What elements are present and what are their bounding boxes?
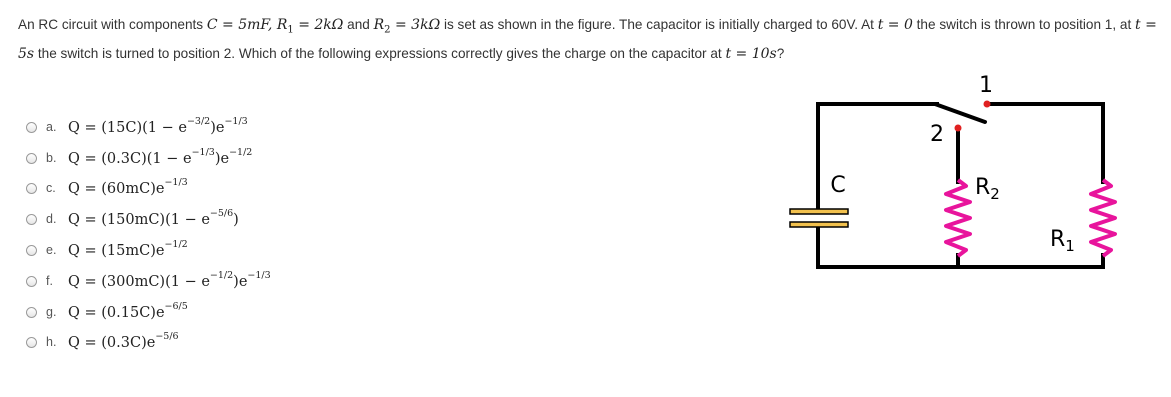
expr-exponent: −1/3 [247,270,271,282]
option-letter: b. [46,151,57,165]
expr-main: )e [233,273,248,290]
r2-letter: R [975,175,991,200]
switch-position-1-label: 1 [979,73,993,98]
option-letter: f. [46,274,53,288]
expr-main: Q = (15C)(1 − e [68,119,187,136]
expr-main: )e [214,150,230,167]
option-letter: g. [46,305,57,319]
option-letter: h. [46,335,57,349]
expr-main: )e [210,119,225,136]
expr-exponent: −1/2 [229,147,253,159]
r2-label [975,175,1000,203]
switch-contact-1 [984,101,991,108]
expr-main: Q = (15mC)e [68,242,165,259]
math-subscript: 2 [384,24,391,36]
expr-exponent: −6/5 [164,301,188,313]
option-letter: e. [46,243,57,257]
expr-exponent: −1/2 [164,239,188,251]
math-r2: R [373,17,385,33]
question-text-part: the switch is turned to position 2. Which of the following expressions correctly gives the charge on the capacitor at [34,45,726,61]
expr-main: Q = (0.15C)e [68,304,165,321]
r1-label [1050,227,1075,255]
math-r2-value: = 3kΩ [390,17,441,33]
switch-contact-2 [955,125,962,132]
capacitor-label: C [830,173,846,198]
option-letter: c. [46,181,56,195]
expr-main: Q = (150mC)(1 − e [68,211,210,228]
r2-subscript: 2 [990,185,1000,203]
resistor-r1 [1091,180,1115,256]
resistor-r2 [946,180,970,256]
r1-letter: R [1050,227,1066,252]
option-letter: a. [46,120,57,134]
expr-exponent: −5/6 [155,331,179,343]
math-t5: t = 5s [18,17,1157,62]
question-text-part: is set as shown in the figure. The capacitor is initially charged to 60V. At [440,17,878,32]
question-text-part: ? [776,45,785,61]
expr-main: Q = (300mC)(1 − e [68,273,210,290]
r1-subscript: 1 [1065,237,1075,255]
option-letter: d. [46,212,57,226]
question-text-part: the switch is thrown to position 1, at [912,17,1136,32]
expr-exponent: −1/3 [224,116,248,128]
switch-position-2-label: 2 [930,122,944,147]
expr-exponent: −1/3 [164,177,188,189]
expr-main: Q = (0.3C)(1 − e [68,150,192,167]
expr-exponent: −1/2 [209,270,234,282]
expr-main: ) [233,211,239,228]
capacitor [790,209,848,227]
question-text-part: and [343,17,374,32]
expr-exponent: −1/3 [191,147,215,159]
math-t0: t = 0 [877,17,913,33]
math-subscript: 1 [287,24,294,36]
switch-blade[interactable] [935,104,985,122]
expr-exponent: −5/6 [209,208,234,220]
expr-exponent: −3/2 [186,116,211,128]
expr-main: Q = (0.3C)e [68,334,156,351]
question-text-part: An RC circuit with components [18,17,207,32]
expr-main: Q = (60mC)e [68,180,165,197]
math-r1-value: = 2kΩ [293,17,344,33]
math-c-r1: C = 5mF, R [206,17,288,33]
math-t10: t = 10s [725,45,777,62]
